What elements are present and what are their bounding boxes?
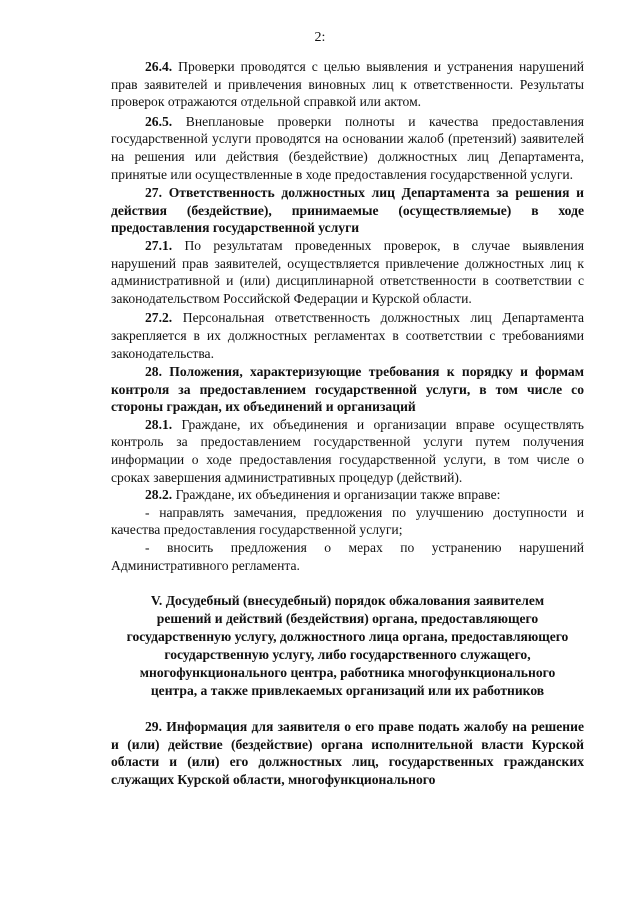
paragraph-26-5: 26.5. Внеплановые проверки полноты и качества предоставления государственной услуги проводятся на основании жалоб (претензий) заявителей на решения или действия (бездействие) должностных лиц Департамента, принятые или осуществленные в ходе предоставления государственной услуги. [111, 113, 584, 182]
heading-27: 27. Ответственность должностных лиц Департамента за решения и действия (бездействие), принимаемые (осуществляемые) в ходе предоставления государственной услуги [111, 185, 584, 236]
section-v-line: государственную услугу, либо государственного служащего, [164, 647, 531, 663]
page-number: 2: [314, 30, 326, 45]
section-v-line: V. Досудебный (внесудебный) порядок обжалования заявителем [150, 593, 545, 609]
section-v-line: многофункционального центра, работника многофункционального [139, 665, 556, 681]
section-v-line: решений и действий (бездействия) органа, предоставляющего [156, 611, 539, 627]
paragraph-26-4: 26.4. Проверки проводятся с целью выявления и устранения нарушений прав заявителей и привлечения виновных лиц к ответственности. Результаты проверок отражаются отдельной справкой или актом. [111, 59, 584, 110]
list-item-2: - вносить предложения о мерах по устранению нарушений Административного регламента. [111, 540, 584, 573]
paragraph-28-1: 28.1. Граждане, их объединения и организации вправе осуществлять контроль за предоставлением государственной услуги путем получения информации о ходе предоставления государственной услуги, в том числе о сроках завершения административных процедур (действий). [111, 416, 584, 485]
paragraph-29: 29. Информация для заявителя о его праве подать жалобу на решение и (или) действие (бездействие) органа исполнительной власти Курской области и (или) его должностных лиц, государственных гражданских служащих Курской области, многофункционального [111, 719, 584, 787]
paragraph-28-2: 28.2. Граждане, их объединения и организации также вправе: [145, 487, 501, 503]
section-v-title [111, 592, 584, 700]
section-v-line: государственную услугу, должностного лица органа, предоставляющего [126, 629, 569, 645]
paragraph-27-1: 27.1. По результатам проведенных проверок, в случае выявления нарушений прав заявителей, осуществляется привлечение должностных лиц к административной и (или) дисциплинарной ответственности в соответствии с законодательством Российской Федерации и Курской области. [111, 237, 584, 306]
document-body [111, 58, 584, 789]
list-item-1: - направлять замечания, предложения по улучшению доступности и качества предоставления государственной услуги; [111, 504, 584, 538]
heading-28: 28. Положения, характеризующие требования к порядку и формам контроля за предоставлением государственной услуги, в том числе со стороны граждан, их объединений и организаций [111, 364, 584, 415]
paragraph-27-2: 27.2. Персональная ответственность должностных лиц Департамента закрепляется в их должностных регламентах в соответствии с требованиями законодательства. [111, 310, 584, 361]
section-v-line: центра, а также привлекаемых организаций или их работников [150, 683, 545, 699]
